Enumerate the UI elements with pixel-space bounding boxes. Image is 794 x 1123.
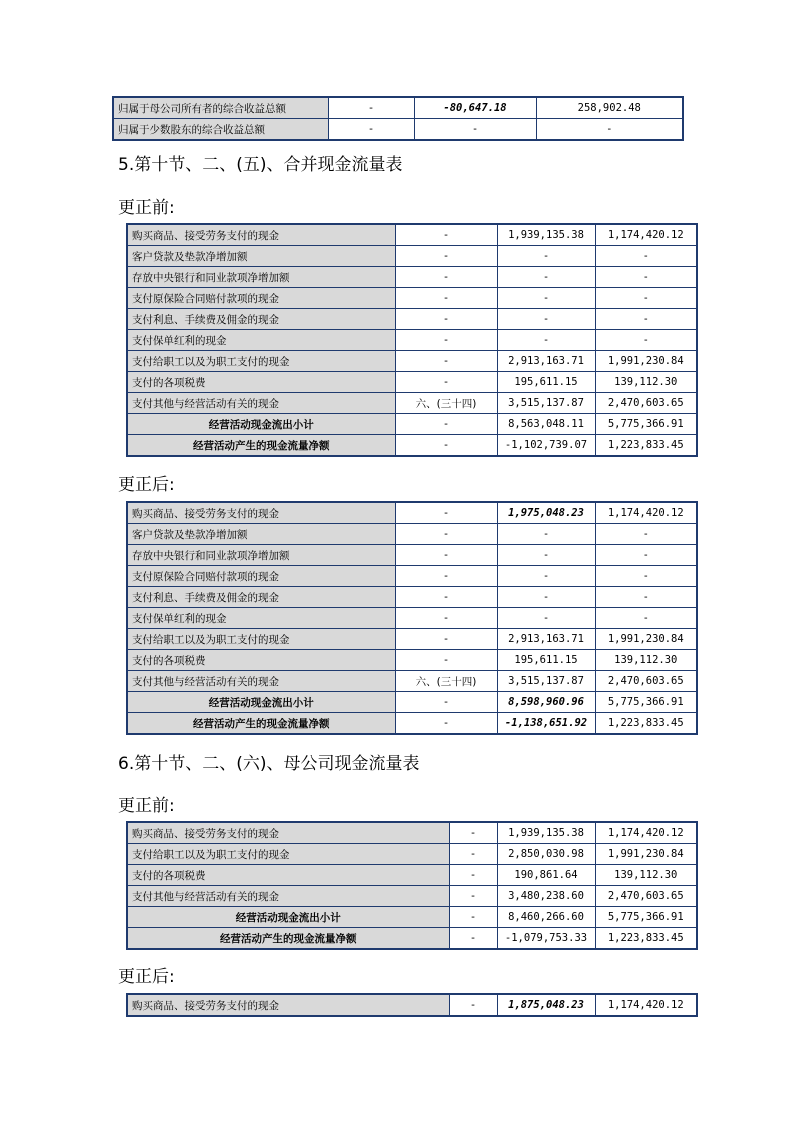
row-label: 支付原保险合同赔付款项的现金 — [127, 566, 395, 587]
value-cell: - — [595, 267, 697, 288]
row-label: 购买商品、接受劳务支付的现金 — [127, 822, 449, 844]
section-5-before-label: 更正前: — [118, 198, 175, 218]
value-cell: - — [497, 267, 595, 288]
table-row — [127, 566, 697, 587]
row-label: 经营活动现金流出小计 — [127, 692, 395, 713]
row-label: 支付给职工以及为职工支付的现金 — [127, 629, 395, 650]
note-cell: - — [395, 629, 497, 650]
table-row — [127, 246, 697, 267]
note-cell: 六、(三十四) — [395, 671, 497, 692]
value-cell: - — [595, 246, 697, 267]
comprehensive-income-table — [112, 96, 684, 141]
note-cell: - — [395, 650, 497, 671]
row-label: 经营活动现金流出小计 — [127, 414, 395, 435]
value-cell: 258,902.48 — [536, 97, 683, 119]
value-cell: -80,647.18 — [414, 97, 536, 119]
value-cell: 3,515,137.87 — [497, 393, 595, 414]
value-cell: 5,775,366.91 — [595, 692, 697, 713]
note-cell: - — [395, 224, 497, 246]
value-cell: - — [497, 587, 595, 608]
value-cell: - — [536, 119, 683, 141]
value-cell: 190,861.64 — [497, 865, 595, 886]
value-cell: 1,174,420.12 — [595, 994, 697, 1016]
value-cell: - — [497, 608, 595, 629]
row-label: 经营活动产生的现金流量净额 — [127, 713, 395, 735]
value-cell: 1,174,420.12 — [595, 224, 697, 246]
value-cell: - — [595, 288, 697, 309]
value-cell: 1,991,230.84 — [595, 351, 697, 372]
row-label: 客户贷款及垫款净增加额 — [127, 524, 395, 545]
row-label: 存放中央银行和同业款项净增加额 — [127, 267, 395, 288]
row-label: 归属于母公司所有者的综合收益总额 — [113, 97, 328, 119]
note-cell: - — [395, 288, 497, 309]
row-label: 支付给职工以及为职工支付的现金 — [127, 351, 395, 372]
value-cell: 1,975,048.23 — [497, 502, 595, 524]
value-cell: 1,223,833.45 — [595, 713, 697, 735]
row-label: 支付利息、手续费及佣金的现金 — [127, 309, 395, 330]
note-cell: - — [395, 414, 497, 435]
value-cell: - — [497, 545, 595, 566]
table-row — [127, 928, 697, 950]
note-cell: - — [395, 330, 497, 351]
table-row — [127, 502, 697, 524]
value-cell: - — [497, 309, 595, 330]
table-row — [127, 629, 697, 650]
note-cell: 六、(三十四) — [395, 393, 497, 414]
note-cell: - — [449, 907, 497, 928]
table-row — [127, 435, 697, 457]
value-cell: 195,611.15 — [497, 650, 595, 671]
table-row — [127, 865, 697, 886]
note-cell: - — [328, 97, 414, 119]
row-label: 支付利息、手续费及佣金的现金 — [127, 587, 395, 608]
note-cell: - — [395, 309, 497, 330]
sec5-before-table — [126, 223, 698, 457]
value-cell: - — [595, 330, 697, 351]
table-row — [127, 587, 697, 608]
table-row — [127, 713, 697, 735]
section-6-title: 6.第十节、二、(六)、母公司现金流量表 — [118, 754, 420, 774]
table-row — [127, 372, 697, 393]
value-cell: 2,470,603.65 — [595, 886, 697, 907]
value-cell: 1,223,833.45 — [595, 928, 697, 950]
note-cell: - — [449, 865, 497, 886]
table-row — [127, 414, 697, 435]
table-row — [127, 351, 697, 372]
value-cell: - — [497, 566, 595, 587]
section-6-before-label: 更正前: — [118, 796, 175, 816]
value-cell: 2,850,030.98 — [497, 844, 595, 865]
sec6-after-table — [126, 993, 698, 1017]
row-label: 支付给职工以及为职工支付的现金 — [127, 844, 449, 865]
value-cell: - — [595, 524, 697, 545]
value-cell: 139,112.30 — [595, 865, 697, 886]
table-row — [127, 844, 697, 865]
value-cell: 1,991,230.84 — [595, 629, 697, 650]
row-label: 购买商品、接受劳务支付的现金 — [127, 224, 395, 246]
value-cell: - — [497, 330, 595, 351]
value-cell: 195,611.15 — [497, 372, 595, 393]
note-cell: - — [449, 844, 497, 865]
note-cell: - — [395, 524, 497, 545]
table-row — [127, 671, 697, 692]
table-row — [113, 119, 683, 141]
table-row — [127, 608, 697, 629]
row-label: 支付的各项税费 — [127, 372, 395, 393]
row-label: 支付其他与经营活动有关的现金 — [127, 886, 449, 907]
section-5-title: 5.第十节、二、(五)、合并现金流量表 — [118, 155, 403, 175]
value-cell: 8,460,266.60 — [497, 907, 595, 928]
sec5-after-table — [126, 501, 698, 735]
value-cell: -1,079,753.33 — [497, 928, 595, 950]
value-cell: 5,775,366.91 — [595, 907, 697, 928]
note-cell: - — [395, 692, 497, 713]
note-cell: - — [395, 246, 497, 267]
sec6-before-table — [126, 821, 698, 950]
value-cell: - — [414, 119, 536, 141]
note-cell: - — [395, 587, 497, 608]
value-cell: - — [595, 545, 697, 566]
table-row — [127, 545, 697, 566]
table-row — [127, 224, 697, 246]
value-cell: 8,563,048.11 — [497, 414, 595, 435]
row-label: 支付保单红利的现金 — [127, 330, 395, 351]
value-cell: 1,875,048.23 — [497, 994, 595, 1016]
value-cell: - — [595, 587, 697, 608]
value-cell: 1,939,135.38 — [497, 224, 595, 246]
value-cell: 2,470,603.65 — [595, 393, 697, 414]
section-5-after-label: 更正后: — [118, 475, 175, 495]
note-cell: - — [449, 928, 497, 950]
note-cell: - — [395, 545, 497, 566]
table-row — [127, 524, 697, 545]
value-cell: 139,112.30 — [595, 372, 697, 393]
row-label: 支付原保险合同赔付款项的现金 — [127, 288, 395, 309]
table-row — [127, 907, 697, 928]
table-row — [127, 393, 697, 414]
value-cell: 1,174,420.12 — [595, 502, 697, 524]
note-cell: - — [449, 994, 497, 1016]
value-cell: 1,939,135.38 — [497, 822, 595, 844]
value-cell: -1,102,739.07 — [497, 435, 595, 457]
row-label: 经营活动现金流出小计 — [127, 907, 449, 928]
value-cell: 1,174,420.12 — [595, 822, 697, 844]
table-row — [127, 330, 697, 351]
note-cell: - — [328, 119, 414, 141]
value-cell: 1,991,230.84 — [595, 844, 697, 865]
value-cell: 1,223,833.45 — [595, 435, 697, 457]
value-cell: - — [595, 566, 697, 587]
note-cell: - — [395, 372, 497, 393]
row-label: 经营活动产生的现金流量净额 — [127, 435, 395, 457]
row-label: 支付其他与经营活动有关的现金 — [127, 671, 395, 692]
value-cell: 2,470,603.65 — [595, 671, 697, 692]
row-label: 支付的各项税费 — [127, 865, 449, 886]
row-label: 归属于少数股东的综合收益总额 — [113, 119, 328, 141]
row-label: 购买商品、接受劳务支付的现金 — [127, 502, 395, 524]
row-label: 经营活动产生的现金流量净额 — [127, 928, 449, 950]
value-cell: 2,913,163.71 — [497, 351, 595, 372]
row-label: 支付保单红利的现金 — [127, 608, 395, 629]
note-cell: - — [395, 566, 497, 587]
row-label: 客户贷款及垫款净增加额 — [127, 246, 395, 267]
row-label: 支付的各项税费 — [127, 650, 395, 671]
value-cell: - — [595, 608, 697, 629]
value-cell: - — [595, 309, 697, 330]
row-label: 购买商品、接受劳务支付的现金 — [127, 994, 449, 1016]
table-row — [127, 886, 697, 907]
table-row — [127, 309, 697, 330]
table-row — [127, 650, 697, 671]
value-cell: - — [497, 288, 595, 309]
note-cell: - — [395, 435, 497, 457]
value-cell: 3,515,137.87 — [497, 671, 595, 692]
value-cell: - — [497, 524, 595, 545]
row-label: 支付其他与经营活动有关的现金 — [127, 393, 395, 414]
note-cell: - — [395, 267, 497, 288]
note-cell: - — [395, 713, 497, 735]
value-cell: 3,480,238.60 — [497, 886, 595, 907]
value-cell: - — [497, 246, 595, 267]
note-cell: - — [449, 822, 497, 844]
value-cell: 8,598,960.96 — [497, 692, 595, 713]
table-row — [127, 288, 697, 309]
row-label: 存放中央银行和同业款项净增加额 — [127, 545, 395, 566]
table-row — [127, 822, 697, 844]
value-cell: 5,775,366.91 — [595, 414, 697, 435]
value-cell: 2,913,163.71 — [497, 629, 595, 650]
note-cell: - — [395, 502, 497, 524]
table-row — [127, 267, 697, 288]
value-cell: -1,138,651.92 — [497, 713, 595, 735]
table-row — [127, 994, 697, 1016]
table-row — [113, 97, 683, 119]
value-cell: 139,112.30 — [595, 650, 697, 671]
note-cell: - — [449, 886, 497, 907]
table-row — [127, 692, 697, 713]
note-cell: - — [395, 351, 497, 372]
section-6-after-label: 更正后: — [118, 967, 175, 987]
note-cell: - — [395, 608, 497, 629]
